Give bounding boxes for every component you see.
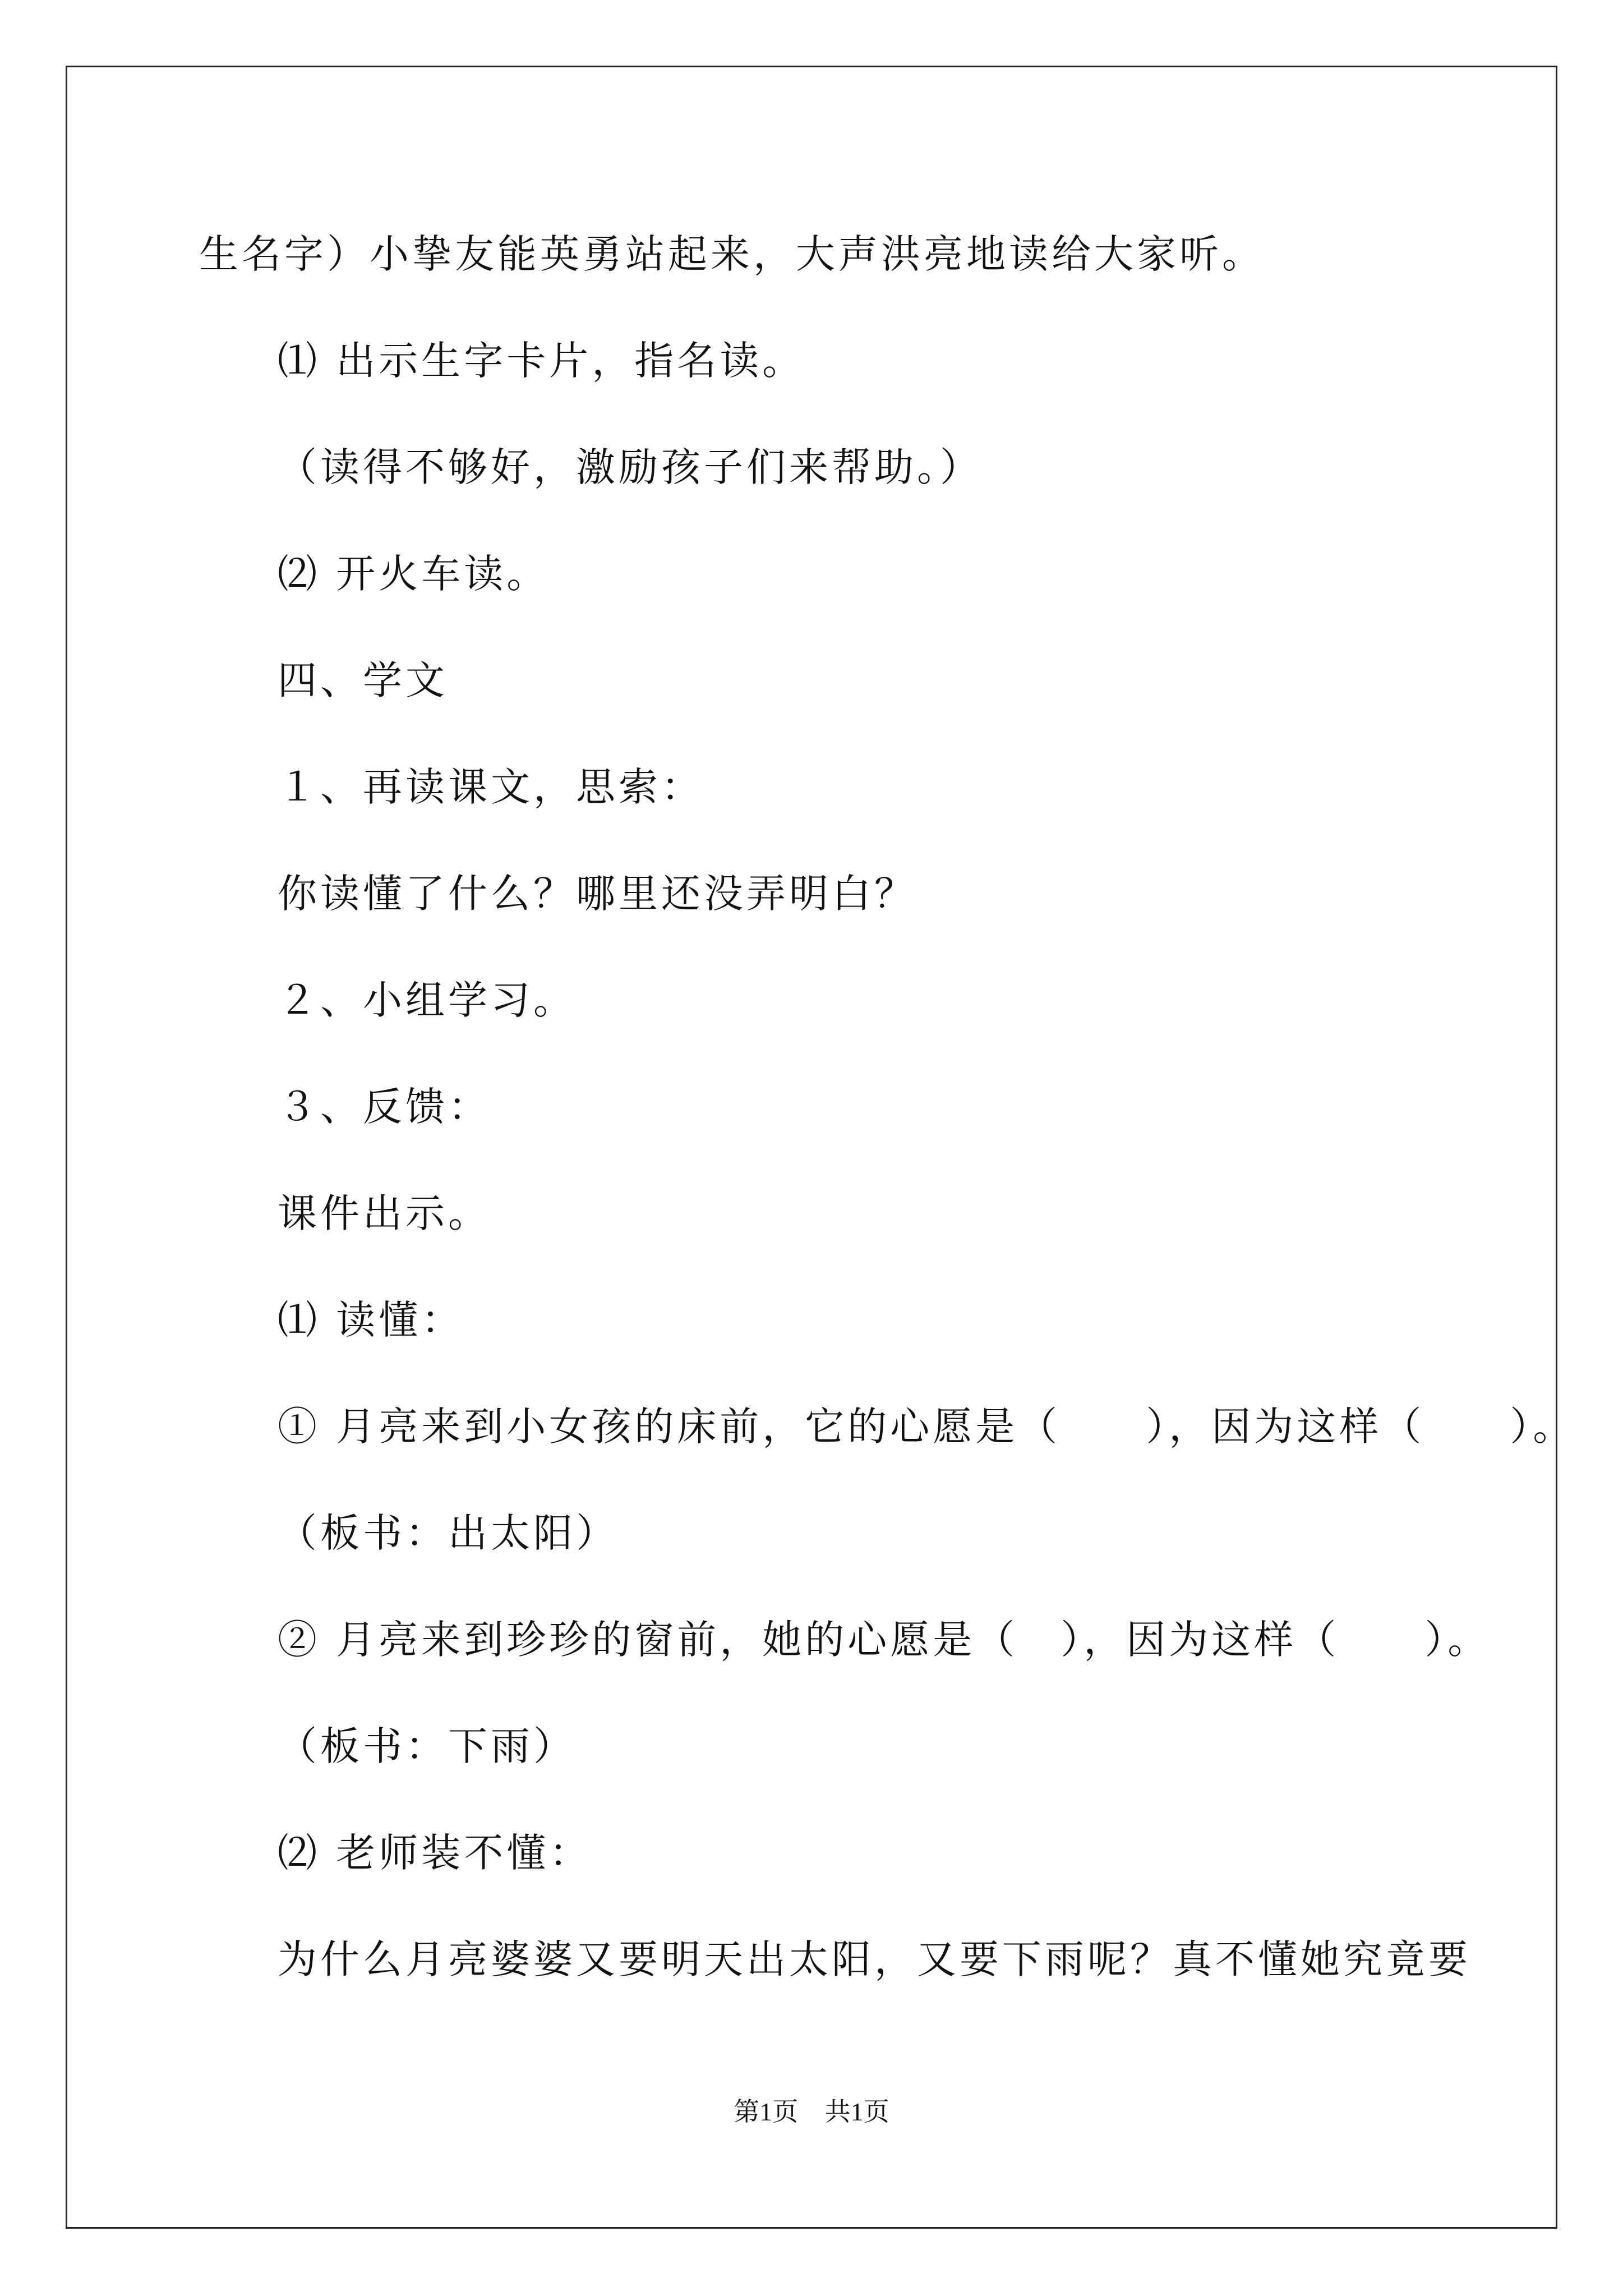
text-line: ⑵ 老师装不懂： — [278, 1830, 592, 1876]
text-line: ⑵ 开火车读。 — [278, 551, 550, 597]
text-line: １、再读课文，思索： — [278, 764, 704, 810]
text-line: （读得不够好，激励孩子们来帮助。） — [278, 444, 983, 490]
text-line: 课件出示。 — [278, 1190, 491, 1236]
page-border — [66, 66, 1557, 2229]
text-line: （板书：下雨） — [278, 1723, 576, 1769]
text-line: ② 月亮来到珍珍的窗前，她的心愿是（ ），因为这样（ ）。 — [278, 1617, 1491, 1663]
text-line: ⑴ 读懂： — [278, 1297, 464, 1343]
page-footer — [0, 2095, 1623, 2129]
text-line: 你读懂了什么？哪里还没弄明白？ — [278, 871, 917, 917]
text-line: 生名字）小挚友能英勇站起来，大声洪亮地读给大家听。 — [199, 231, 1265, 277]
text-line: ３、反馈： — [278, 1084, 491, 1130]
page-number: 第1页 — [734, 2097, 799, 2126]
text-line: ① 月亮来到小女孩的床前，它的心愿是（ ），因为这样（ ）。 — [278, 1404, 1576, 1450]
text-line: ⑴ 出示生字卡片，指名读。 — [278, 338, 805, 384]
text-line: 为什么月亮婆婆又要明天出太阳，又要下雨呢？真不懂她究竟要 — [278, 1936, 1471, 1982]
page-total: 共1页 — [824, 2097, 889, 2126]
text-line: （板书：出太阳） — [278, 1510, 619, 1556]
text-line: ２、小组学习。 — [278, 977, 576, 1023]
section-heading: 四、学文 — [278, 657, 448, 703]
